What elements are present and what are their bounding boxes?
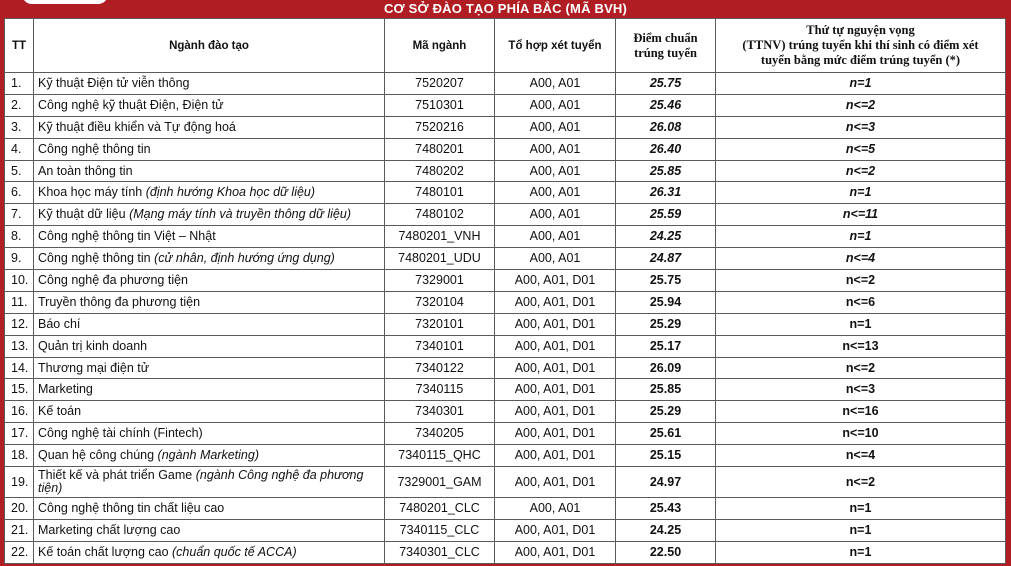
cutoff-score: 25.46 [616, 94, 716, 116]
program-name-text: Công nghệ thông tin [38, 251, 155, 266]
subject-combination: A00, A01, D01 [495, 357, 616, 379]
table-row [5, 541, 1006, 563]
cutoff-score: 25.94 [616, 291, 716, 313]
header-code: Mã ngành [385, 19, 495, 73]
subject-combination: A00, A01 [495, 116, 616, 138]
program-code: 7480201_CLC [385, 498, 495, 520]
subject-combination: A00, A01 [495, 73, 616, 95]
header-name: Ngành đào tạo [34, 19, 385, 73]
subject-combination: A00, A01 [495, 204, 616, 226]
subject-combination: A00, A01 [495, 498, 616, 520]
table-row [5, 445, 1006, 467]
subject-combination: A00, A01, D01 [495, 519, 616, 541]
table-row [5, 226, 1006, 248]
subject-combination: A00, A01, D01 [495, 335, 616, 357]
cutoff-score: 26.08 [616, 116, 716, 138]
table-header-row [5, 19, 1006, 73]
table-row [5, 73, 1006, 95]
program-name [34, 313, 385, 335]
preference-order: n<=3 [716, 116, 1006, 138]
table-row [5, 160, 1006, 182]
row-number: 18. [5, 445, 34, 467]
program-name [34, 160, 385, 182]
cutoff-score: 25.85 [616, 379, 716, 401]
program-note: (định hướng Khoa học dữ liệu) [145, 185, 316, 200]
subject-combination: A00, A01, D01 [495, 291, 616, 313]
program-code: 7340115_QHC [385, 445, 495, 467]
program-name [34, 291, 385, 313]
program-name-text: Công nghệ thông tin [38, 141, 151, 156]
program-code: 7340301 [385, 401, 495, 423]
header-score-line1: Điểm chuẩn [633, 30, 698, 45]
program-name-text: Báo chí [38, 316, 81, 331]
admission-scores-table [4, 18, 1006, 564]
table-row [5, 357, 1006, 379]
cutoff-score: 25.75 [616, 73, 716, 95]
program-name-text: Truyền thông đa phương tiện [38, 294, 201, 309]
row-number: 10. [5, 270, 34, 292]
table-row [5, 379, 1006, 401]
program-name [34, 226, 385, 248]
cutoff-score: 24.25 [616, 226, 716, 248]
program-code: 7480201_UDU [385, 248, 495, 270]
program-name [34, 73, 385, 95]
page-title: CƠ SỞ ĐÀO TẠO PHÍA BẮC (MÃ BVH) [383, 1, 628, 16]
cutoff-score: 26.31 [616, 182, 716, 204]
program-name [34, 116, 385, 138]
program-name-text: Kế toán chất lượng cao [38, 544, 173, 559]
program-code: 7320104 [385, 291, 495, 313]
table-row [5, 270, 1006, 292]
row-number: 11. [5, 291, 34, 313]
program-name [34, 335, 385, 357]
program-code: 7510301 [385, 94, 495, 116]
program-name [34, 467, 385, 498]
table-row [5, 138, 1006, 160]
preference-order: n=1 [716, 519, 1006, 541]
header-ttnv-line1: Thứ tự nguyện vọng [806, 23, 915, 37]
program-name-text: Kỹ thuật điều khiển và Tự động hoá [38, 119, 236, 134]
program-code: 7480102 [385, 204, 495, 226]
program-code: 7340101 [385, 335, 495, 357]
subject-combination: A00, A01 [495, 248, 616, 270]
program-code: 7480202 [385, 160, 495, 182]
program-name [34, 423, 385, 445]
row-number: 6. [5, 182, 34, 204]
header-score [616, 19, 716, 73]
row-number: 22. [5, 541, 34, 563]
header-combo: Tổ hợp xét tuyển [495, 19, 616, 73]
program-note: (ngành Công nghệ đa phương tiện) [38, 468, 364, 496]
program-name [34, 357, 385, 379]
program-name-text: Thương mại điện tử [38, 360, 150, 375]
program-note: (ngành Marketing) [157, 448, 259, 463]
table-row [5, 498, 1006, 520]
preference-order: n=1 [716, 541, 1006, 563]
program-code: 7340301_CLC [385, 541, 495, 563]
subject-combination: A00, A01, D01 [495, 313, 616, 335]
table-row [5, 248, 1006, 270]
subject-combination: A00, A01 [495, 94, 616, 116]
program-code: 7480201_VNH [385, 226, 495, 248]
row-number: 9. [5, 248, 34, 270]
program-name [34, 204, 385, 226]
subject-combination: A00, A01, D01 [495, 401, 616, 423]
program-name [34, 401, 385, 423]
row-number: 2. [5, 94, 34, 116]
program-name [34, 248, 385, 270]
row-number: 16. [5, 401, 34, 423]
row-number: 8. [5, 226, 34, 248]
cutoff-score: 26.09 [616, 357, 716, 379]
program-name-text: Thiết kế và phát triển Game [38, 468, 196, 483]
admission-table-sheet [4, 18, 1005, 563]
header-ttnv [716, 19, 1006, 73]
program-name [34, 138, 385, 160]
table-row [5, 423, 1006, 445]
row-number: 12. [5, 313, 34, 335]
cutoff-score: 25.17 [616, 335, 716, 357]
program-name [34, 379, 385, 401]
program-name [34, 445, 385, 467]
program-name [34, 182, 385, 204]
preference-order: n=1 [716, 226, 1006, 248]
cutoff-score: 22.50 [616, 541, 716, 563]
header-tt: TT [5, 19, 34, 73]
preference-order: n<=2 [716, 94, 1006, 116]
program-name-text: Công nghệ tài chính (Fintech) [38, 426, 203, 441]
preference-order: n=1 [716, 182, 1006, 204]
cutoff-score: 25.75 [616, 270, 716, 292]
subject-combination: A00, A01 [495, 182, 616, 204]
program-code: 7520216 [385, 116, 495, 138]
program-name-text: Marketing [38, 382, 93, 397]
program-note: (cử nhân, định hướng ứng dụng) [154, 251, 335, 266]
program-name [34, 94, 385, 116]
subject-combination: A00, A01, D01 [495, 445, 616, 467]
header-score-line2: trúng tuyển [634, 45, 697, 60]
preference-order: n<=2 [716, 467, 1006, 498]
row-number: 4. [5, 138, 34, 160]
table-row [5, 204, 1006, 226]
program-name-text: Khoa học máy tính [38, 185, 146, 200]
program-name-text: Công nghệ thông tin Việt – Nhật [38, 229, 216, 244]
subject-combination: A00, A01, D01 [495, 270, 616, 292]
cutoff-score: 25.61 [616, 423, 716, 445]
program-code: 7329001_GAM [385, 467, 495, 498]
cutoff-score: 25.29 [616, 313, 716, 335]
program-note: (Mạng máy tính và truyền thông dữ liệu) [129, 207, 351, 222]
preference-order: n<=3 [716, 379, 1006, 401]
program-name [34, 498, 385, 520]
program-name [34, 541, 385, 563]
preference-order: n<=10 [716, 423, 1006, 445]
preference-order: n<=13 [716, 335, 1006, 357]
table-row [5, 467, 1006, 498]
subject-combination: A00, A01 [495, 160, 616, 182]
subject-combination: A00, A01, D01 [495, 541, 616, 563]
row-number: 17. [5, 423, 34, 445]
cutoff-score: 24.97 [616, 467, 716, 498]
program-name [34, 270, 385, 292]
cutoff-score: 25.43 [616, 498, 716, 520]
program-code: 7340115_CLC [385, 519, 495, 541]
table-row [5, 401, 1006, 423]
row-number: 15. [5, 379, 34, 401]
program-name-text: Marketing chất lượng cao [38, 522, 181, 537]
cutoff-score: 24.25 [616, 519, 716, 541]
preference-order: n<=5 [716, 138, 1006, 160]
row-number: 14. [5, 357, 34, 379]
cutoff-score: 25.15 [616, 445, 716, 467]
program-name [34, 519, 385, 541]
preference-order: n=1 [716, 313, 1006, 335]
program-note: (chuẩn quốc tế ACCA) [172, 544, 297, 559]
program-name-text: An toàn thông tin [38, 163, 133, 178]
preference-order: n<=2 [716, 270, 1006, 292]
program-code: 7480201 [385, 138, 495, 160]
table-row [5, 291, 1006, 313]
preference-order: n<=6 [716, 291, 1006, 313]
subject-combination: A00, A01 [495, 138, 616, 160]
row-number: 1. [5, 73, 34, 95]
program-name-text: Công nghệ đa phương tiện [38, 272, 189, 287]
preference-order: n=1 [716, 73, 1006, 95]
program-name-text: Kế toán [38, 404, 82, 419]
table-row [5, 182, 1006, 204]
row-number: 3. [5, 116, 34, 138]
row-number: 5. [5, 160, 34, 182]
cutoff-score: 24.87 [616, 248, 716, 270]
program-name-text: Quản trị kinh doanh [38, 338, 148, 353]
table-row [5, 116, 1006, 138]
program-code: 7320101 [385, 313, 495, 335]
subject-combination: A00, A01, D01 [495, 423, 616, 445]
subject-combination: A00, A01 [495, 226, 616, 248]
preference-order: n=1 [716, 498, 1006, 520]
header-ttnv-line3: tuyển bằng mức điểm trúng tuyển (*) [760, 53, 961, 67]
cutoff-score: 25.59 [616, 204, 716, 226]
row-number: 20. [5, 498, 34, 520]
preference-order: n<=4 [716, 248, 1006, 270]
preference-order: n<=2 [716, 357, 1006, 379]
program-name-text: Công nghệ thông tin chất liệu cao [38, 500, 225, 515]
program-name-text: Quan hệ công chúng [38, 448, 158, 463]
preference-order: n<=4 [716, 445, 1006, 467]
table-row [5, 94, 1006, 116]
table-row [5, 335, 1006, 357]
row-number: 19. [5, 467, 34, 498]
program-name-text: Kỹ thuật Điện tử viễn thông [38, 75, 190, 90]
cutoff-score: 25.29 [616, 401, 716, 423]
program-code: 7329001 [385, 270, 495, 292]
preference-order: n<=2 [716, 160, 1006, 182]
program-code: 7340115 [385, 379, 495, 401]
program-code: 7340205 [385, 423, 495, 445]
preference-order: n<=16 [716, 401, 1006, 423]
row-number: 7. [5, 204, 34, 226]
row-number: 21. [5, 519, 34, 541]
program-name-text: Công nghệ kỹ thuật Điện, Điện tử [38, 97, 224, 112]
preference-order: n<=11 [716, 204, 1006, 226]
program-code: 7520207 [385, 73, 495, 95]
subject-combination: A00, A01, D01 [495, 467, 616, 498]
program-code: 7340122 [385, 357, 495, 379]
program-code: 7480101 [385, 182, 495, 204]
table-row [5, 519, 1006, 541]
table-row [5, 313, 1006, 335]
cutoff-score: 26.40 [616, 138, 716, 160]
program-name-text: Kỹ thuật dữ liệu [38, 207, 130, 222]
subject-combination: A00, A01, D01 [495, 379, 616, 401]
header-ttnv-line2: (TTNV) trúng tuyển khi thí sinh có điểm xét [742, 38, 979, 52]
cutoff-score: 25.85 [616, 160, 716, 182]
row-number: 13. [5, 335, 34, 357]
